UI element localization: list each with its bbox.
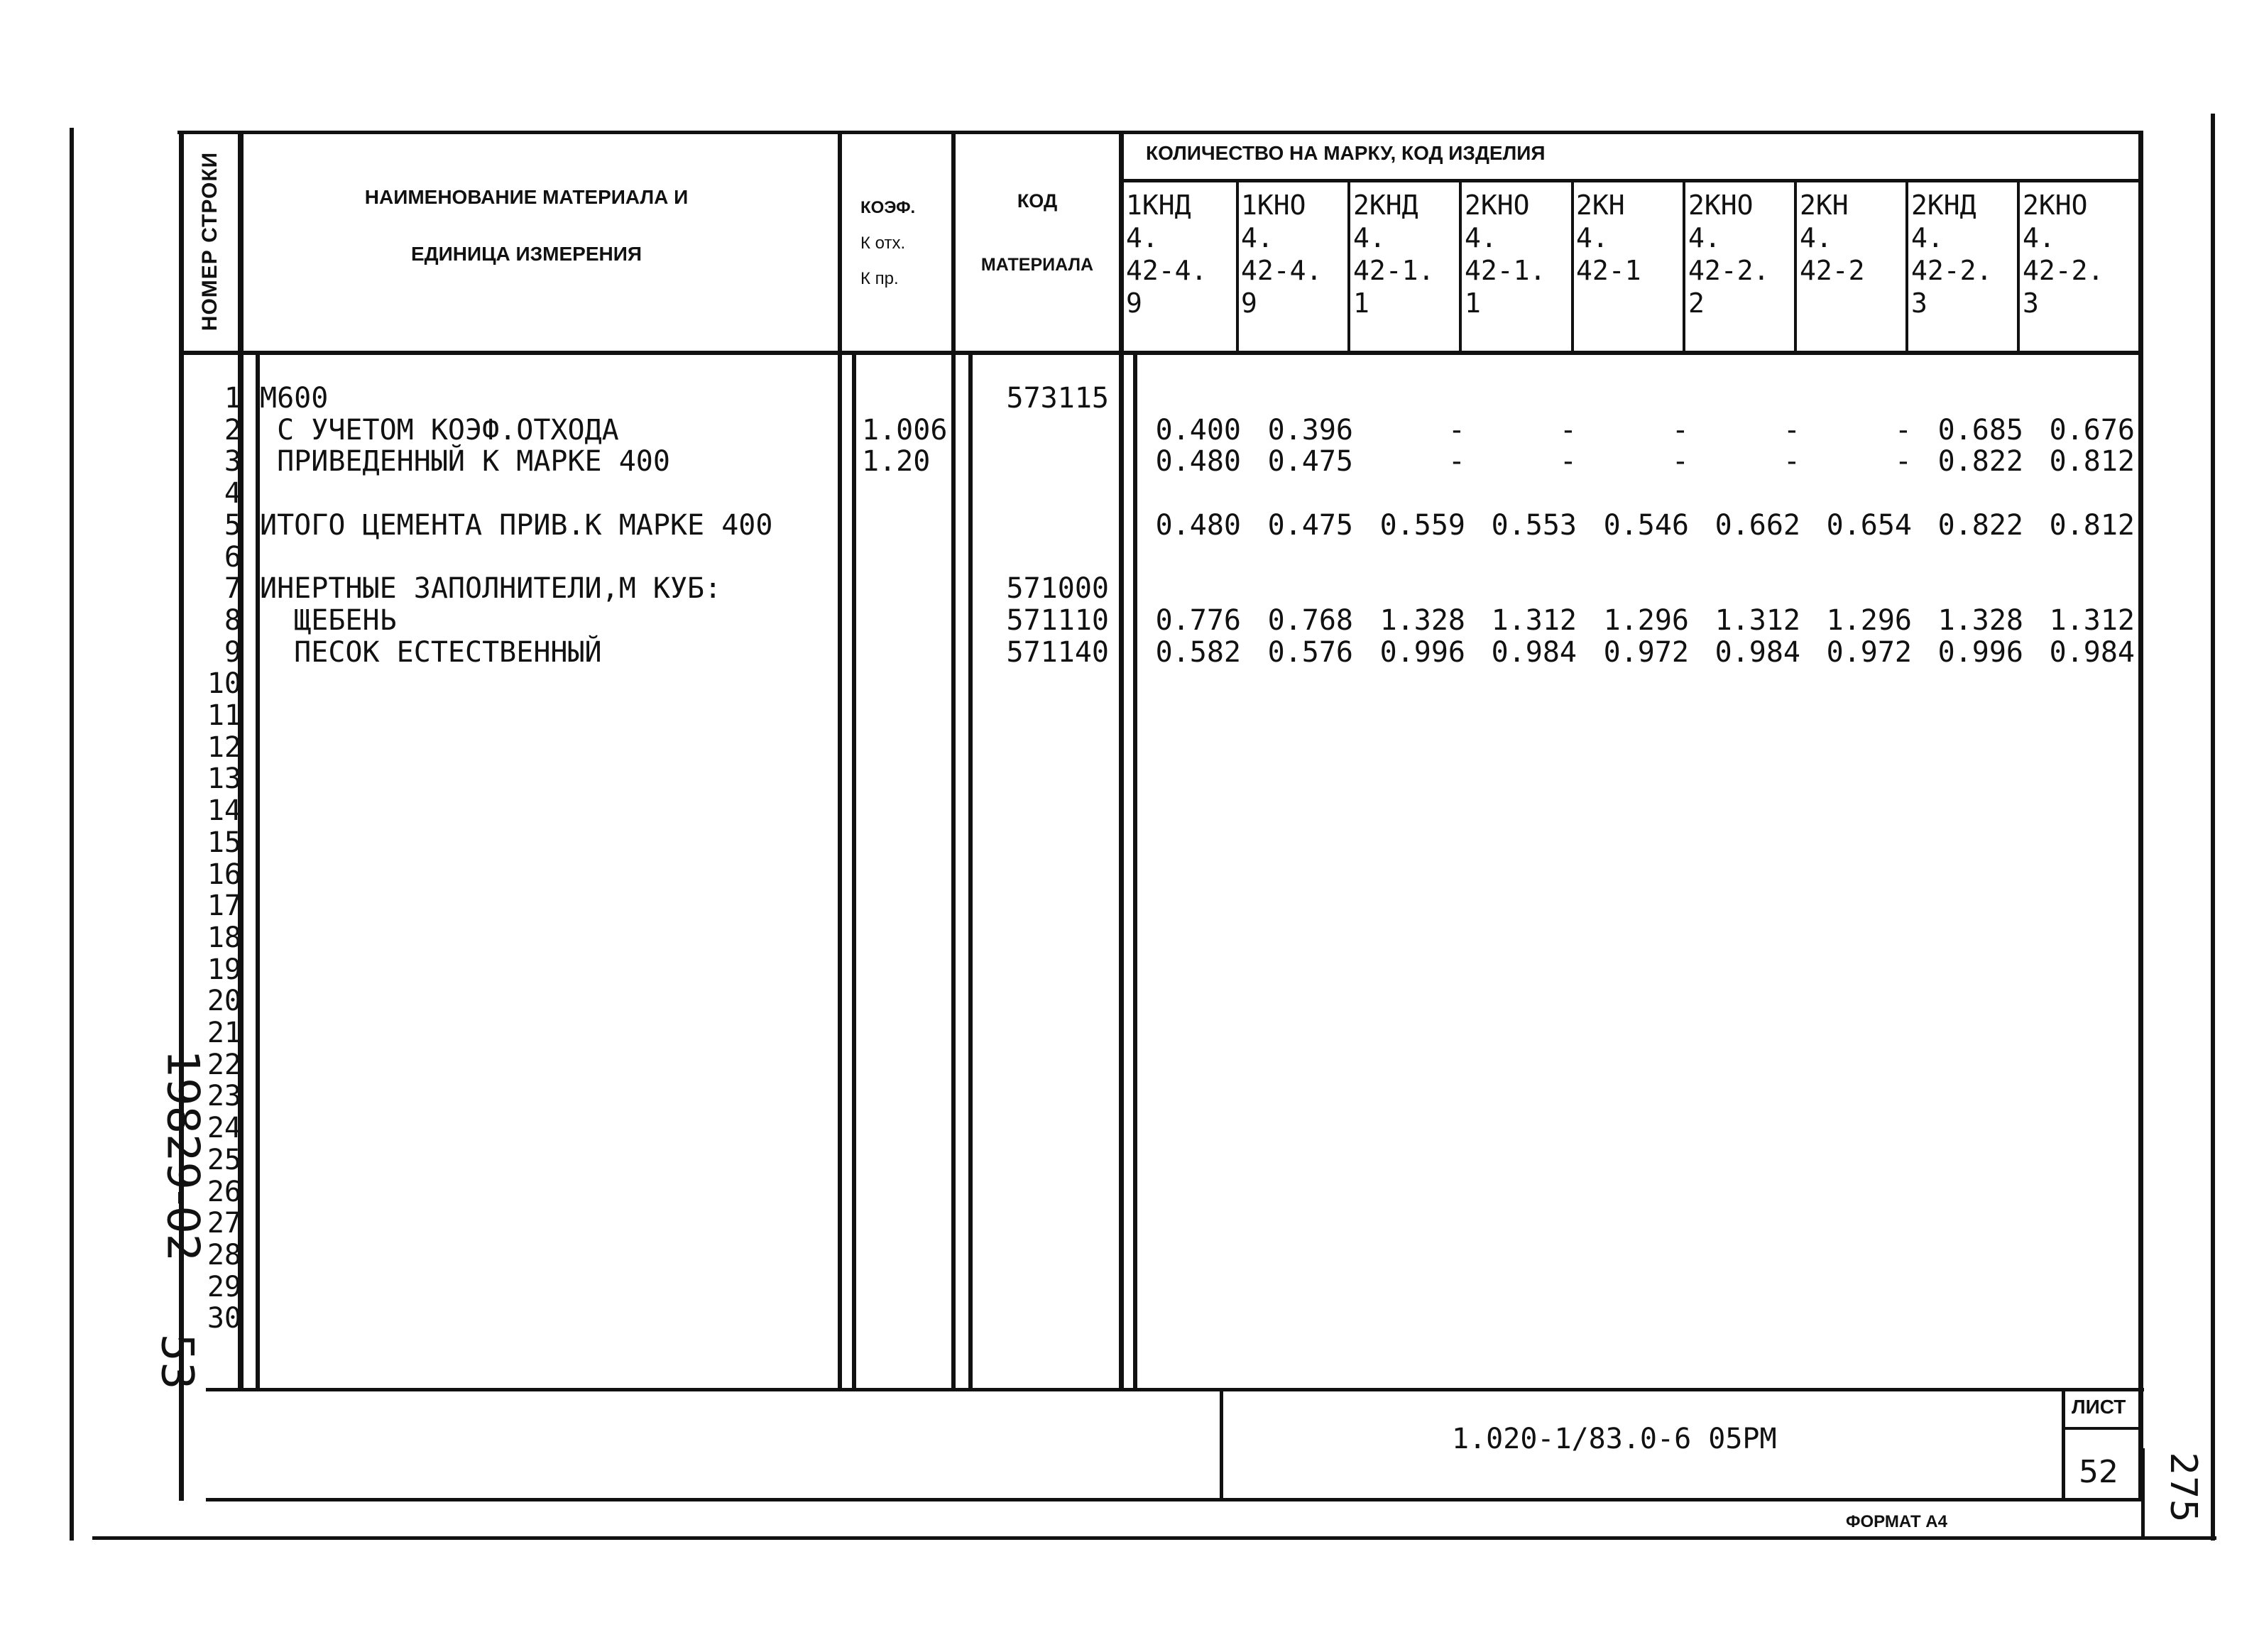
row-number: 23 xyxy=(207,1080,241,1113)
product-code-line: 4. xyxy=(2023,222,2055,253)
row-number: 10 xyxy=(207,667,241,701)
row-number: 14 xyxy=(207,794,241,828)
material-name-cell: ПЕСОК ЕСТЕСТВЕННЫЙ xyxy=(260,635,602,669)
product-column-header xyxy=(1576,189,1641,287)
row-number: 29 xyxy=(207,1270,241,1303)
row-number: 21 xyxy=(207,1017,241,1049)
quantity-cell: 0.576 xyxy=(1267,635,1353,669)
row-number: 27 xyxy=(207,1207,241,1240)
row-number: 22 xyxy=(207,1048,241,1081)
quantity-cell: 0.812 xyxy=(2049,445,2135,478)
row-number: 18 xyxy=(207,921,241,954)
product-code-line: 9 xyxy=(1241,288,1257,319)
quantity-cell: 0.475 xyxy=(1267,445,1353,478)
quantity-cell: 0.822 xyxy=(1937,508,2023,542)
quantity-cell: - xyxy=(1671,445,1689,478)
quantity-cell: 0.984 xyxy=(1491,635,1577,669)
product-column-header xyxy=(1126,189,1207,319)
quantity-cell: - xyxy=(1559,445,1577,478)
product-column-header xyxy=(2023,189,2104,319)
product-code-line: 1КНД xyxy=(1126,190,1191,221)
product-code-line: 4. xyxy=(1800,222,1832,253)
product-code-line: 4. xyxy=(1126,222,1159,253)
row-number: 11 xyxy=(207,699,241,732)
row-number: 24 xyxy=(207,1112,241,1145)
row-number: 28 xyxy=(207,1238,241,1271)
product-code-line: 2КНО xyxy=(1465,190,1530,221)
product-code-line: 42-2. xyxy=(1911,255,1993,286)
quantity-cell: 0.822 xyxy=(1937,445,2023,478)
row-number: 30 xyxy=(207,1302,241,1335)
quantity-cell: - xyxy=(1448,445,1465,478)
row-number: 9 xyxy=(224,635,241,669)
quantity-cell: 0.559 xyxy=(1379,508,1465,542)
quantity-cell: - xyxy=(1894,413,1912,447)
row-number: 26 xyxy=(207,1175,241,1208)
row-number: 7 xyxy=(224,572,241,606)
product-code-line: 42-2. xyxy=(1688,255,1770,286)
row-number: 17 xyxy=(207,890,241,923)
quantity-cell: - xyxy=(1894,445,1912,478)
product-code-line: 4. xyxy=(1353,222,1386,253)
quantity-cell: 1.312 xyxy=(1491,603,1577,637)
quantity-cell: 0.582 xyxy=(1155,635,1241,669)
product-column-header xyxy=(1241,189,1322,319)
quantity-cell: 1.328 xyxy=(1379,603,1465,637)
quantity-cell: 0.662 xyxy=(1715,508,1800,542)
product-column-header xyxy=(1800,189,1865,287)
product-code-line: 4. xyxy=(1688,222,1721,253)
quantity-cell: - xyxy=(1671,413,1689,447)
quantity-cell: 0.546 xyxy=(1603,508,1689,542)
product-code-line: 42-4. xyxy=(1241,255,1323,286)
material-name-cell: ИТОГО ЦЕМЕНТА ПРИВ.К МАРКЕ 400 xyxy=(260,508,773,542)
quantity-cell: - xyxy=(1783,445,1800,478)
row-number: 13 xyxy=(207,762,241,796)
product-column-header xyxy=(1465,189,1546,319)
quantity-cell: 0.400 xyxy=(1155,413,1241,447)
quantity-cell: 0.972 xyxy=(1603,635,1689,669)
quantity-cell: 0.984 xyxy=(2049,635,2135,669)
row-number: 2 xyxy=(224,413,241,447)
document-code: 1.020-1/83.0-6 05РМ xyxy=(1452,1423,1777,1455)
material-name-cell: С УЧЕТОМ КОЭФ.ОТХОДА xyxy=(260,413,619,447)
row-number: 6 xyxy=(224,540,241,574)
product-code-line: 42-4. xyxy=(1126,255,1208,286)
product-code-line: 2 xyxy=(1688,288,1705,319)
material-code-cell: 571110 xyxy=(1006,603,1109,637)
quantity-cell: 0.480 xyxy=(1155,508,1241,542)
quantity-cell: 1.312 xyxy=(1715,603,1800,637)
quantity-cell: - xyxy=(1448,413,1465,447)
quantity-cell: 0.676 xyxy=(2049,413,2135,447)
format-label: ФОРМАТ А4 xyxy=(1846,1512,1947,1531)
quantity-cell: 0.685 xyxy=(1937,413,2023,447)
product-code-line: 2КНО xyxy=(2023,190,2088,221)
row-number: 12 xyxy=(207,731,241,764)
material-name-cell: ПРИВЕДЕННЫЙ К МАРКЕ 400 xyxy=(260,445,670,478)
product-column-header xyxy=(1911,189,1992,319)
row-number: 4 xyxy=(224,477,241,510)
row-number: 3 xyxy=(224,445,241,478)
product-code-line: 4. xyxy=(1576,222,1609,253)
quantity-cell: 0.984 xyxy=(1715,635,1800,669)
product-code-line: 2КН xyxy=(1800,190,1849,221)
product-code-line: 1КНО xyxy=(1241,190,1306,221)
product-code-line: 1 xyxy=(1465,288,1481,319)
product-code-line: 2КНД xyxy=(1911,190,1976,221)
quantity-cell: 0.812 xyxy=(2049,508,2135,542)
product-code-line: 42-2 xyxy=(1800,255,1865,286)
quantity-cell: - xyxy=(1559,413,1577,447)
product-code-line: 4. xyxy=(1465,222,1497,253)
material-name-cell: ИНЕРТНЫЕ ЗАПОЛНИТЕЛИ,М КУБ: xyxy=(260,572,722,606)
material-name-header: НАИМЕНОВАНИЕ МАТЕРИАЛА И ЕДИНИЦА ИЗМЕРЕНИЯ xyxy=(364,186,689,265)
material-code-cell: 571140 xyxy=(1006,635,1109,669)
quantity-cell: 0.972 xyxy=(1826,635,1912,669)
product-code-line: 2КНО xyxy=(1688,190,1754,221)
coef-cell: 1.20 xyxy=(862,445,931,478)
quantity-cell: 0.654 xyxy=(1826,508,1912,542)
quantity-cell: - xyxy=(1783,413,1800,447)
product-code-line: 9 xyxy=(1126,288,1142,319)
row-number: 5 xyxy=(224,508,241,542)
row-number: 1 xyxy=(224,382,241,415)
product-code-line: 42-1 xyxy=(1576,255,1641,286)
product-code-line: 2КН xyxy=(1576,190,1625,221)
quantity-cell: 0.996 xyxy=(1937,635,2023,669)
quantity-header-caption: КОЛИЧЕСТВО НА МАРКУ, КОД ИЗДЕЛИЯ xyxy=(1146,142,1546,164)
material-name-cell: ЩЕБЕНЬ xyxy=(260,603,397,637)
sheet-label: ЛИСТ xyxy=(2072,1396,2126,1418)
row-number: 15 xyxy=(207,826,241,859)
quantity-cell: 1.296 xyxy=(1826,603,1912,637)
product-code-line: 4. xyxy=(1241,222,1274,253)
quantity-cell: 1.312 xyxy=(2049,603,2135,637)
coef-header: КОЭФ. К отх. К пр. xyxy=(860,198,916,288)
product-code-line: 2КНД xyxy=(1353,190,1418,221)
product-code-line: 1 xyxy=(1353,288,1369,319)
product-code-line: 42-1. xyxy=(1465,255,1546,286)
material-name-cell: М600 xyxy=(260,382,329,415)
material-code-cell: 573115 xyxy=(1006,382,1109,415)
product-code-line: 42-1. xyxy=(1353,255,1435,286)
quantity-cell: 0.396 xyxy=(1267,413,1353,447)
row-number: 16 xyxy=(207,858,241,891)
quantity-cell: 1.328 xyxy=(1937,603,2023,637)
material-code-header: КОД МАТЕРИАЛА xyxy=(980,190,1094,275)
row-number: 19 xyxy=(207,953,241,986)
product-code-line: 3 xyxy=(2023,288,2039,319)
quantity-cell: 0.996 xyxy=(1379,635,1465,669)
row-number: 20 xyxy=(207,985,241,1018)
row-number: 25 xyxy=(207,1143,241,1176)
quantity-cell: 1.296 xyxy=(1603,603,1689,637)
product-code-line: 4. xyxy=(1911,222,1944,253)
product-column-header xyxy=(1353,189,1434,319)
quantity-cell: 0.768 xyxy=(1267,603,1353,637)
coef-cell: 1.006 xyxy=(862,413,948,447)
quantity-cell: 0.475 xyxy=(1267,508,1353,542)
quantity-cell: 0.480 xyxy=(1155,445,1241,478)
product-column-header xyxy=(1688,189,1769,319)
quantity-cell: 0.553 xyxy=(1491,508,1577,542)
material-code-cell: 571000 xyxy=(1006,572,1109,606)
sheet-number: 52 xyxy=(2079,1454,2118,1490)
quantity-cell: 0.776 xyxy=(1155,603,1241,637)
product-code-line: 42-2. xyxy=(2023,255,2104,286)
row-number: 8 xyxy=(224,603,241,637)
product-code-line: 3 xyxy=(1911,288,1927,319)
